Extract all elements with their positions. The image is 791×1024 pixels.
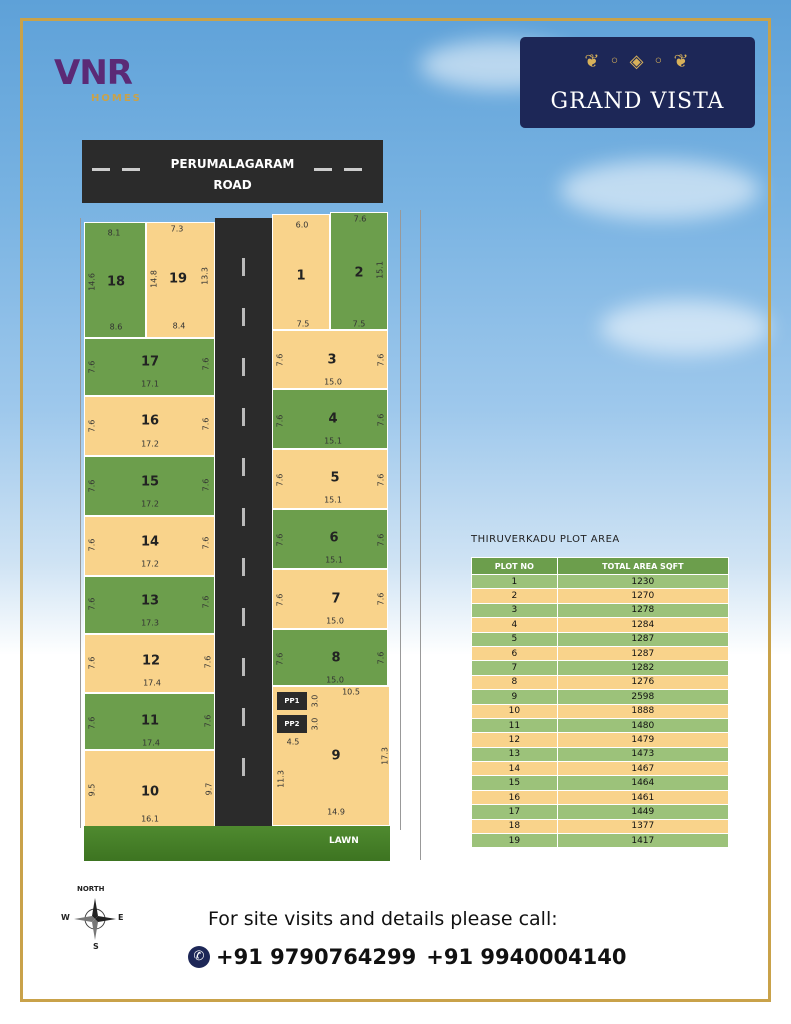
table-row (472, 661, 729, 675)
plot-dimension: 17.2 (141, 499, 159, 509)
plot-dimension: 17.3 (141, 618, 159, 628)
lawn-label: LAWN (329, 836, 359, 846)
plot-dimension: 15.1 (324, 436, 342, 446)
table-row (472, 589, 729, 603)
plot-number: 18 (106, 274, 126, 290)
plot-dimension: 9.7 (204, 782, 214, 796)
plot-dimension: 7.6 (203, 655, 213, 669)
plot-number: 13 (140, 593, 160, 609)
area-cell: 1888 (557, 704, 728, 718)
plot-no-cell: 5 (472, 632, 558, 646)
plot-dimension: 6.0 (295, 220, 309, 230)
plot-dimension: 8.1 (107, 228, 121, 238)
table-row (472, 819, 729, 833)
compass-west: W (61, 913, 70, 922)
plot-no-cell: 4 (472, 618, 558, 632)
plot-no-cell: 11 (472, 718, 558, 732)
plot-number: 16 (140, 413, 160, 429)
area-cell: 1276 (557, 675, 728, 689)
plot-dimension: 7.6 (376, 413, 386, 427)
plot-number: 9 (331, 748, 341, 764)
plot-number: 10 (140, 784, 160, 800)
phone-numbers (188, 943, 637, 971)
plot-dimension: 14.9 (327, 807, 345, 817)
table-row (472, 704, 729, 718)
table-row (472, 790, 729, 804)
plot-dimension: 15.1 (324, 495, 342, 505)
plot-dimension: 17.3 (380, 747, 390, 765)
area-cell: 1449 (557, 805, 728, 819)
plot-no-cell: 18 (472, 819, 558, 833)
pp1-block[interactable]: PP1 (277, 692, 307, 710)
ornament-icon: ❦ ◦ ◈ ◦ ❦ (584, 51, 691, 72)
plot-dimension: 7.6 (275, 473, 285, 487)
area-cell: 1473 (557, 747, 728, 761)
area-cell: 1467 (557, 762, 728, 776)
table-row (472, 776, 729, 790)
plot-no-cell: 12 (472, 733, 558, 747)
plot-dimension: 7.3 (170, 224, 184, 234)
area-cell: 1270 (557, 589, 728, 603)
plot-no-cell: 3 (472, 603, 558, 617)
boundary-line (420, 210, 421, 860)
plot-number: 7 (331, 591, 341, 607)
plot-dimension: 7.6 (275, 533, 285, 547)
table-title: THIRUVERKADU PLOT AREA (471, 534, 620, 545)
plot-dimension: 7.6 (275, 593, 285, 607)
plot-dimension: 9.5 (87, 783, 97, 797)
project-name: GRAND VISTA (550, 89, 725, 114)
plot-dimension: 16.1 (141, 814, 159, 824)
table-row (472, 690, 729, 704)
table-row (472, 603, 729, 617)
plot-dimension: 7.6 (376, 533, 386, 547)
table-row (472, 632, 729, 646)
phone-number-1[interactable]: +91 9790764299 (216, 945, 417, 969)
plot-dimension: 10.5 (342, 687, 360, 697)
plot-dimension: 17.2 (141, 559, 159, 569)
plot-dimension: 7.6 (275, 652, 285, 666)
plot-number: 11 (140, 713, 160, 729)
pp2-block[interactable]: PP2 (277, 715, 307, 733)
vnr-logo: VNR (54, 53, 132, 93)
plot-no-cell: 7 (472, 661, 558, 675)
plot-number: 4 (328, 411, 338, 427)
area-cell: 1377 (557, 819, 728, 833)
plot-dimension: 7.6 (376, 473, 386, 487)
plot-dimension: 17.2 (141, 439, 159, 449)
plot-number: 17 (140, 354, 160, 370)
plot-dimension: 7.6 (87, 360, 97, 374)
area-cell: 1461 (557, 790, 728, 804)
plot-no-cell: 6 (472, 646, 558, 660)
pp-dimension: 3.0 (310, 717, 320, 731)
plot-dimension: 7.5 (296, 319, 310, 329)
plot-dimension: 7.6 (201, 536, 211, 550)
table-row (472, 762, 729, 776)
area-cell: 1282 (557, 661, 728, 675)
plot-dimension: 8.4 (172, 321, 186, 331)
plot-dimension: 17.4 (143, 678, 161, 688)
plot-dimension: 7.6 (201, 595, 211, 609)
area-cell: 2598 (557, 690, 728, 704)
plot-no-cell: 15 (472, 776, 558, 790)
plot-dimension: 17.4 (142, 738, 160, 748)
plot-number: 3 (327, 352, 337, 368)
pp-dimension: 4.5 (286, 737, 300, 747)
area-cell: 1284 (557, 618, 728, 632)
area-cell: 1230 (557, 575, 728, 589)
plot-no-cell: 14 (472, 762, 558, 776)
table-row (472, 733, 729, 747)
plot-no-cell: 16 (472, 790, 558, 804)
area-cell: 1287 (557, 646, 728, 660)
plot-no-cell: 17 (472, 805, 558, 819)
plot-dimension: 15.0 (324, 377, 342, 387)
area-cell: 1287 (557, 632, 728, 646)
call-to-action: For site visits and details please call: (208, 908, 558, 930)
plot-number: 12 (141, 653, 161, 669)
plot-dimension: 7.6 (201, 357, 211, 371)
plot-dimension: 7.6 (201, 417, 211, 431)
plot-dimension: 7.6 (376, 353, 386, 367)
compass-east: E (118, 913, 124, 922)
plot-no-cell: 1 (472, 575, 558, 589)
plot-dimension: 15.1 (325, 555, 343, 565)
phone-icon: ✆ (188, 946, 210, 968)
plot-dimension: 11.3 (276, 770, 286, 788)
plot-number: 5 (330, 470, 340, 486)
plot-dimension: 7.6 (376, 651, 386, 665)
homes-label: HOMES (91, 93, 142, 104)
plot-dimension: 7.6 (376, 592, 386, 606)
plot-number: 6 (329, 530, 339, 546)
plot-no-cell: 19 (472, 834, 558, 848)
plot-dimension: 7.6 (87, 479, 97, 493)
plot-dimension: 7.6 (87, 716, 97, 730)
plot-dimension: 15.0 (326, 616, 344, 626)
plot-number: 1 (296, 268, 306, 284)
plot-dimension: 7.6 (275, 353, 285, 367)
plot-no-cell: 10 (472, 704, 558, 718)
boundary-line (400, 210, 401, 830)
plot-dimension: 13.3 (200, 267, 210, 285)
plot-number: 19 (168, 271, 188, 287)
plot-dimension: 7.6 (87, 656, 97, 670)
road-name-line1: PERUMALAGARAM (170, 157, 295, 171)
plot-dimension: 7.6 (353, 214, 367, 224)
plot-area-table (471, 557, 729, 848)
table-row (472, 675, 729, 689)
plot-dimension: 7.6 (87, 538, 97, 552)
plot-dimension: 8.6 (109, 322, 123, 332)
plot-dimension: 15.1 (375, 261, 385, 279)
plot-dimension: 14.8 (149, 270, 159, 288)
internal-road (215, 218, 272, 826)
road-name (140, 154, 325, 196)
table-row (472, 718, 729, 732)
plot-dimension: 7.6 (201, 478, 211, 492)
area-cell: 1480 (557, 718, 728, 732)
plot-dimension: 7.5 (352, 319, 366, 329)
area-cell: 1417 (557, 834, 728, 848)
table-row (472, 805, 729, 819)
road-name-line2: ROAD (213, 178, 252, 192)
area-cell: 1479 (557, 733, 728, 747)
column-header: TOTAL AREA SQFT (557, 558, 728, 575)
table-row (472, 646, 729, 660)
area-cell: 1464 (557, 776, 728, 790)
phone-number-2[interactable]: +91 9940004140 (426, 945, 627, 969)
table-row (472, 618, 729, 632)
compass-icon (72, 896, 118, 942)
table-row (472, 575, 729, 589)
plot-dimension: 7.6 (203, 714, 213, 728)
plot-dimension: 15.0 (326, 675, 344, 685)
compass-south: S (93, 942, 99, 951)
pp-dimension: 3.0 (310, 694, 320, 708)
column-header: PLOT NO (472, 558, 558, 575)
plot-dimension: 14.6 (87, 273, 97, 291)
plot-dimension: 7.6 (87, 597, 97, 611)
area-cell: 1278 (557, 603, 728, 617)
plot-number: 8 (331, 650, 341, 666)
plot-no-cell: 8 (472, 675, 558, 689)
grand-vista-badge (520, 37, 755, 128)
table-row (472, 747, 729, 761)
table-row (472, 834, 729, 848)
plot-no-cell: 2 (472, 589, 558, 603)
plot-no-cell: 13 (472, 747, 558, 761)
plot-dimension: 17.1 (141, 379, 159, 389)
plot-number: 15 (140, 474, 160, 490)
plot-dimension: 7.6 (87, 419, 97, 433)
plot-no-cell: 9 (472, 690, 558, 704)
plot-dimension: 7.6 (275, 414, 285, 428)
compass-north: NORTH (77, 885, 105, 893)
plot-number: 14 (140, 534, 160, 550)
boundary-line (80, 218, 81, 828)
plot-number: 2 (354, 265, 364, 281)
